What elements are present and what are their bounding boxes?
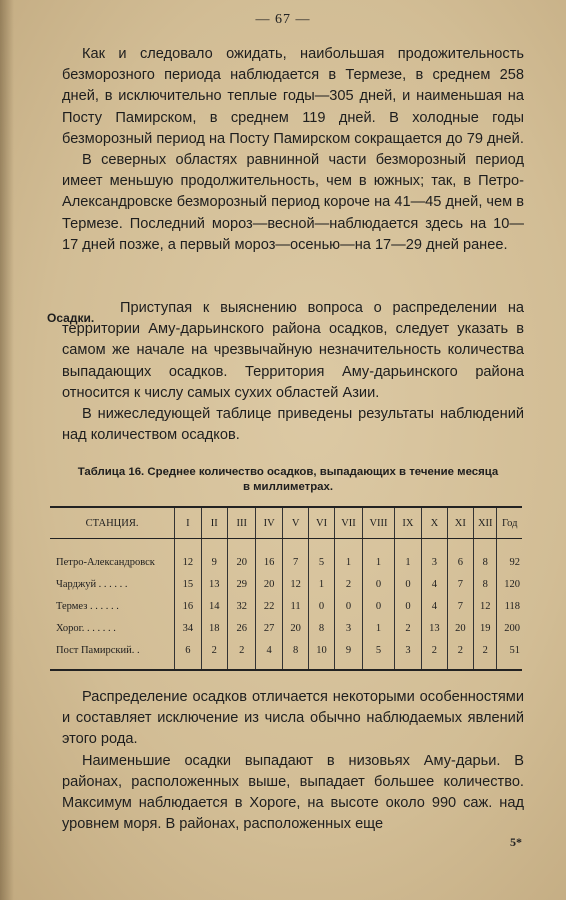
- table-cell: 8: [474, 573, 497, 595]
- table-cell: 15: [175, 573, 201, 595]
- table-cell-year: 120: [497, 573, 522, 595]
- table-cell: 6: [447, 551, 473, 573]
- station-name: Пост Памирский. .: [56, 644, 140, 656]
- precipitation-table: [50, 506, 522, 671]
- table-cell: 2: [474, 639, 497, 661]
- column-header: СТАНЦИЯ.: [50, 507, 175, 539]
- column-header: VI: [309, 507, 334, 539]
- table-cell: 8: [309, 617, 334, 639]
- table-cell: 1: [394, 551, 421, 573]
- table-cell: 2: [201, 639, 227, 661]
- table-cell: 3: [334, 617, 362, 639]
- station-name: Чарджуй . . . . . .: [56, 578, 128, 590]
- table-cell: 0: [334, 595, 362, 617]
- table-cell: 18: [201, 617, 227, 639]
- table-caption-line: Таблица 16. Среднее количество осадков, выпадающих в течение месяца: [77, 466, 499, 478]
- table-cell: 0: [363, 595, 395, 617]
- table-cell: 0: [309, 595, 334, 617]
- table-cell: 32: [227, 595, 255, 617]
- signature-mark: 5*: [510, 835, 522, 849]
- paragraph: В северных областях равнинной части безморозный период имеет меньшую продолжительность, чем в южных; так, в Петро-Александровске безморозный период короче на 41—45 дней, чем в Термезе. Последний мороз—весной—наблюдается здесь на 10—17 дней позже, а первый мороз—осенью—на 17—29 дней ранее.: [62, 152, 524, 253]
- table-cell: 7: [282, 551, 308, 573]
- table-cell: 14: [201, 595, 227, 617]
- table-caption-line: в миллиметрах.: [242, 481, 334, 493]
- table-cell: 7: [447, 573, 473, 595]
- column-header: XI: [447, 507, 473, 539]
- table-row: [50, 617, 522, 639]
- table-cell: 2: [422, 639, 447, 661]
- table-cell: 20: [447, 617, 473, 639]
- table-cell: 6: [175, 639, 201, 661]
- table-cell: 10: [309, 639, 334, 661]
- table-cell-year: 92: [497, 551, 522, 573]
- table-cell: 9: [201, 551, 227, 573]
- paragraph: Приступая к выяснению вопроса о распределении на территории Аму-дарьинского района осадков, следует указать в самом же начале на чрезвычайную незначительность количества выпадающих осадков. Территория Аму-дарьинского района относится к числу самых сухих областей Азии.: [62, 300, 524, 401]
- table-cell: 26: [227, 617, 255, 639]
- table-cell: 22: [256, 595, 282, 617]
- table-cell: 11: [282, 595, 308, 617]
- table-cell: 16: [175, 595, 201, 617]
- margin-heading: Осадки.: [47, 311, 95, 325]
- table-row: [50, 639, 522, 661]
- table-row: [50, 573, 522, 595]
- table-cell: 3: [394, 639, 421, 661]
- paragraph: Как и следовало ожидать, наибольшая продожительность безморозного периода наблюдается в Термезе, в среднем 258 дней, в исключительно теплые годы—305 дней, и наименьшая на Посту Памирском, в среднем 119 дней. В холодные годы безморозный период на Посту Памирском сокращается до 79 дней.: [62, 46, 524, 147]
- table-cell: 0: [394, 595, 421, 617]
- table-cell: 5: [309, 551, 334, 573]
- paragraph: В нижеследующей таблице приведены результаты наблюдений над количеством осадков.: [62, 406, 524, 444]
- column-header: XII: [474, 507, 497, 539]
- table-cell: 13: [422, 617, 447, 639]
- column-header: IX: [394, 507, 421, 539]
- table-spacer-row: [50, 661, 522, 670]
- column-header: Год: [497, 507, 522, 539]
- table-cell: 2: [447, 639, 473, 661]
- table-caption: [52, 465, 524, 495]
- table-cell: 34: [175, 617, 201, 639]
- column-header: VII: [334, 507, 362, 539]
- table-row: [50, 595, 522, 617]
- table-cell: 1: [334, 551, 362, 573]
- station-name: Термез . . . . . .: [56, 600, 119, 612]
- table-cell: 16: [256, 551, 282, 573]
- column-header: IV: [256, 507, 282, 539]
- table-cell: 2: [334, 573, 362, 595]
- table-row: [50, 551, 522, 573]
- table-header-row: [50, 507, 522, 539]
- table-cell: 1: [309, 573, 334, 595]
- table-cell: 12: [282, 573, 308, 595]
- table-cell: 4: [422, 573, 447, 595]
- column-header: III: [227, 507, 255, 539]
- table-cell: 2: [394, 617, 421, 639]
- table-cell: 12: [175, 551, 201, 573]
- text-block-top: [62, 44, 524, 256]
- text-block-middle: [62, 298, 524, 446]
- table-cell: 2: [227, 639, 255, 661]
- table-cell: 0: [394, 573, 421, 595]
- table-spacer-row: [50, 539, 522, 552]
- table-cell: 8: [282, 639, 308, 661]
- table-cell-year: 51: [497, 639, 522, 661]
- column-header: X: [422, 507, 447, 539]
- table-cell: 4: [422, 595, 447, 617]
- table-cell: 29: [227, 573, 255, 595]
- column-header: I: [175, 507, 201, 539]
- station-name: Хорог. . . . . . .: [56, 622, 116, 634]
- table-cell: 12: [474, 595, 497, 617]
- paragraph: Наименьшие осадки выпадают в низовьях Аму-дарьи. В районах, расположенных выше, выпадает большее количество. Максимум наблюдается в Хороге, на высоте около 990 саж. над уровнем моря. В районах, расположенных еще: [62, 752, 524, 833]
- column-header: II: [201, 507, 227, 539]
- table-cell: 1: [363, 551, 395, 573]
- page-binding-shadow: [0, 0, 14, 900]
- table-cell: 13: [201, 573, 227, 595]
- table-cell: 20: [282, 617, 308, 639]
- table-cell: 3: [422, 551, 447, 573]
- table-cell: 1: [363, 617, 395, 639]
- page-number: — 67 —: [255, 12, 311, 27]
- table-cell: 8: [474, 551, 497, 573]
- station-name: Петро-Александровск: [56, 556, 155, 568]
- table-cell: 0: [363, 573, 395, 595]
- table-cell-year: 200: [497, 617, 522, 639]
- table-cell-year: 118: [497, 595, 522, 617]
- table-cell: 7: [447, 595, 473, 617]
- table-cell: 9: [334, 639, 362, 661]
- text-block-bottom: [62, 687, 524, 835]
- table-cell: 27: [256, 617, 282, 639]
- column-header: VIII: [363, 507, 395, 539]
- table-cell: 19: [474, 617, 497, 639]
- table-cell: 20: [256, 573, 282, 595]
- paragraph: Распределение осадков отличается некоторыми особенностями и составляет исключение из числа обычно наблюдаемых явлений этого рода.: [62, 689, 524, 748]
- column-header: V: [282, 507, 308, 539]
- table-cell: 20: [227, 551, 255, 573]
- table-cell: 4: [256, 639, 282, 661]
- table-cell: 5: [363, 639, 395, 661]
